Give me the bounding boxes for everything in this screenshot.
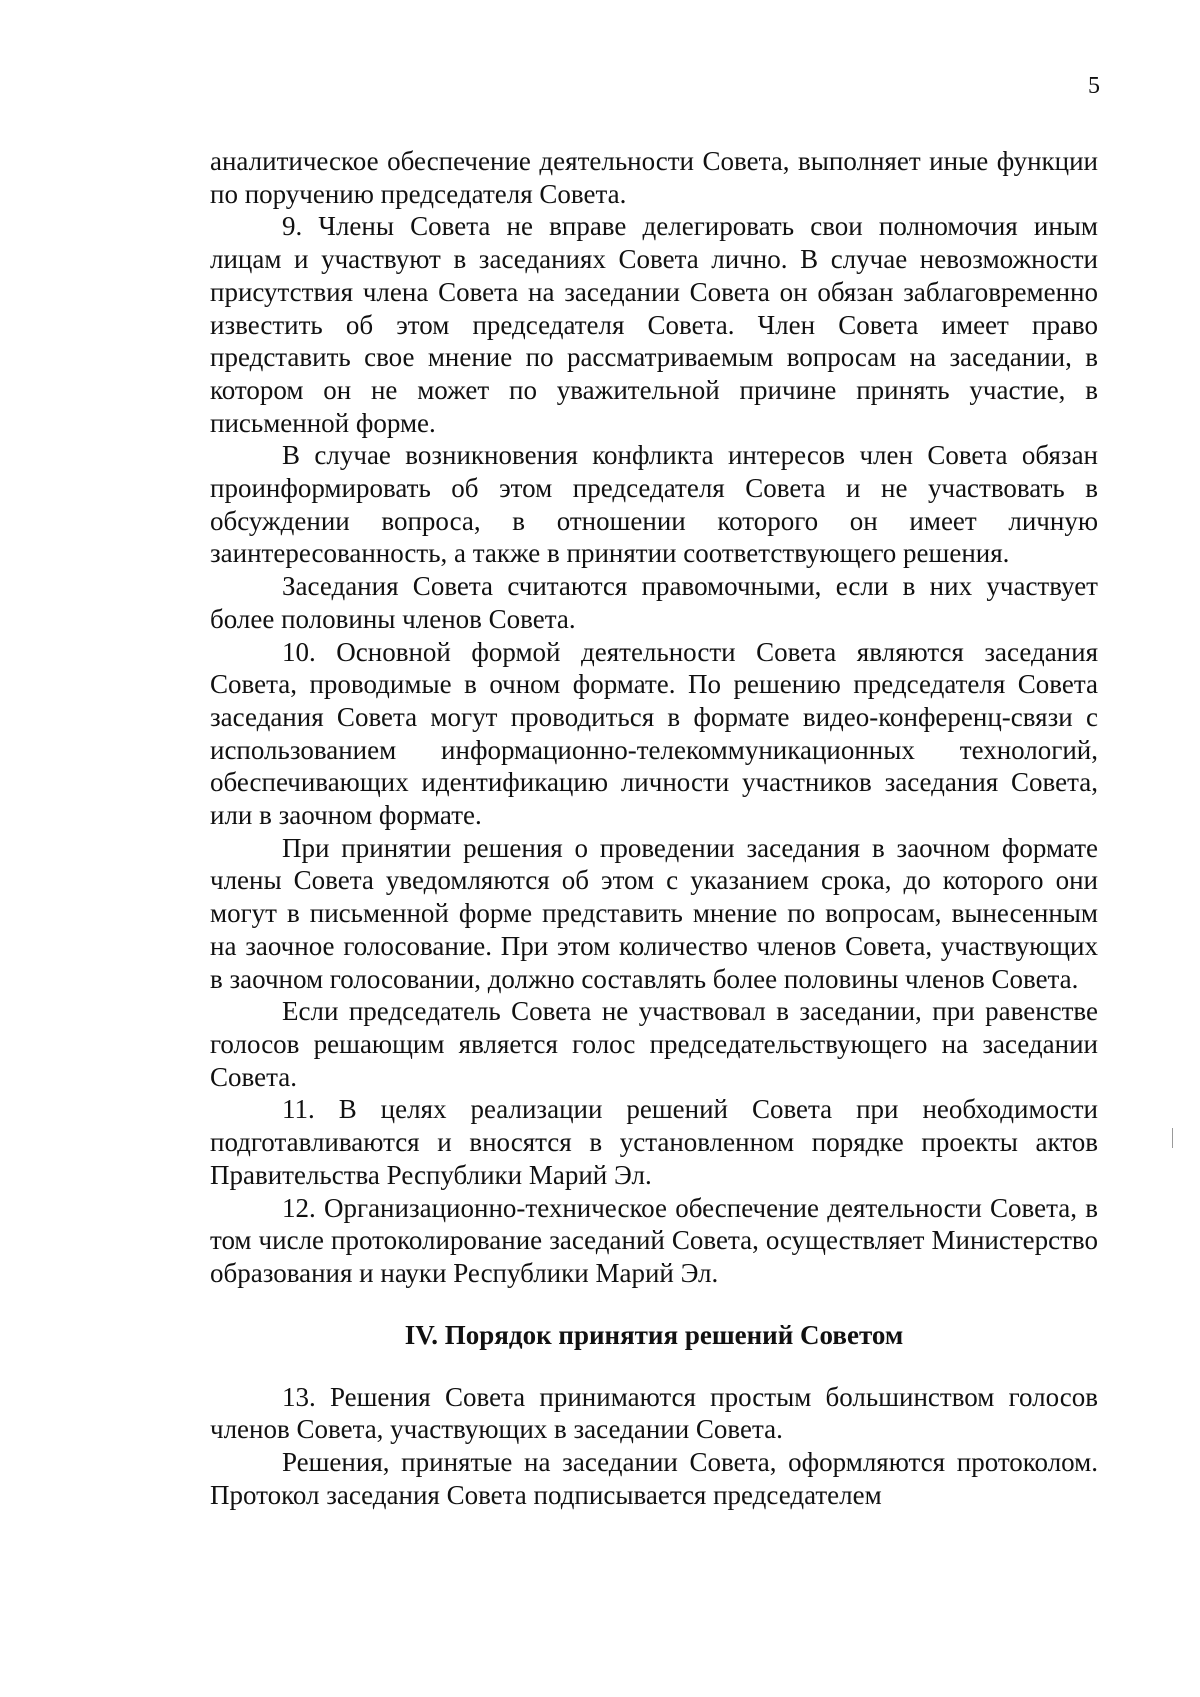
paragraph-conflict-of-interest: В случае возникновения конфликта интересов член Совета обязан проинформировать об этом председателя Совета и не участвовать в обсуждении вопроса, в отношении которого он имеет личную заинтересованность, а также в принятии соответствующего решения. bbox=[210, 440, 1098, 569]
paragraph-continuation: аналитическое обеспечение деятельности Совета, выполняет иные функции по поручению председателя Совета. bbox=[210, 146, 1098, 209]
paragraph-absentee-voting: При принятии решения о проведении заседания в заочном формате члены Совета уведомляются об этом с указанием срока, до которого они могут в письменной форме представить мнение по вопросам, вынесенным на заочное голосование. При этом количество членов Совета, участвующих в заочном голосовании, должно составлять более половины членов Совета. bbox=[210, 832, 1098, 994]
document-body bbox=[210, 145, 1098, 1511]
scan-margin-mark bbox=[1172, 1128, 1173, 1148]
paragraph-item-12: 12. Организационно-техническое обеспечение деятельности Совета, в том числе протоколирование заседаний Совета, осуществляет Министерство образования и науки Республики Марий Эл. bbox=[210, 1192, 1098, 1288]
paragraph-item-11: 11. В целях реализации решений Совета при необходимости подготавливаются и вносятся в установленном порядке проекты актов Правительства Республики Марий Эл. bbox=[210, 1094, 1098, 1190]
paragraph-item-9: 9. Члены Совета не вправе делегировать свои полномочия иным лицам и участвуют в заседаниях Совета лично. В случае невозможности присутствия члена Совета на заседании Совета он обязан заблаговременно известить об этом председателя Совета. Член Совета имеет право представить свое мнение по рассматриваемым вопросам на заседании, в котором он не может по уважительной причине принять участие, в письменной форме. bbox=[210, 211, 1098, 438]
section-heading: IV. Порядок принятия решений Советом bbox=[404, 1319, 904, 1350]
paragraph-tie-vote: Если председатель Совета не участвовал в заседании, при равенстве голосов решающим является голос председательствующего на заседании Совета. bbox=[210, 996, 1098, 1092]
paragraph-item-13: 13. Решения Совета принимаются простым большинством голосов членов Совета, участвующих в заседании Совета. bbox=[210, 1381, 1098, 1445]
paragraph-protocol: Решения, принятые на заседании Совета, оформляются протоколом. Протокол заседания Совета подписывается председателем bbox=[210, 1447, 1098, 1510]
paragraph-quorum: Заседания Совета считаются правомочными, если в них участвует более половины членов Совета. bbox=[210, 571, 1098, 634]
page-number: 5 bbox=[1088, 73, 1100, 99]
paragraph-item-10: 10. Основной формой деятельности Совета являются заседания Совета, проводимые в очном формате. По решению председателя Совета заседания Совета могут проводиться в формате видео-конференц-связи с использованием информационно-телекоммуникационных технологий, обеспечивающих идентификацию личности участников заседания Совета, или в заочном формате. bbox=[210, 636, 1098, 831]
